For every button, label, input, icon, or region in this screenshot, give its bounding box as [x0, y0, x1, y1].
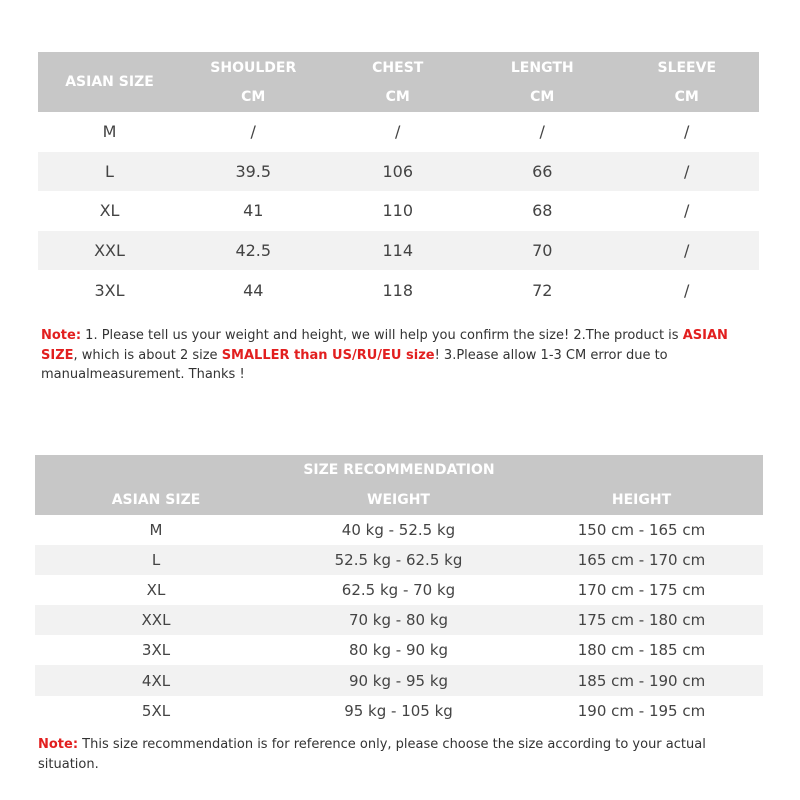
table-row — [38, 231, 759, 271]
size-cell: M — [149, 521, 163, 540]
sleeve-cell: / — [615, 152, 760, 192]
height-cell: 165 cm - 170 cm — [520, 545, 763, 575]
height-cell: 175 cm - 180 cm — [520, 605, 763, 635]
size-cell: M — [102, 122, 117, 142]
header-label: SLEEVE — [657, 59, 717, 76]
sleeve-cell: / — [615, 231, 760, 271]
header-unit: CM — [385, 88, 410, 105]
header-unit: CM — [241, 88, 266, 105]
weight-cell: 80 kg - 90 kg — [348, 641, 449, 660]
note-text: 1. Please tell us your weight and height, we will help you confirm the size! 2.The product is — [81, 328, 683, 343]
table-row — [38, 191, 759, 231]
shoulder-cell: 42.5 — [181, 231, 326, 271]
table-row — [35, 605, 763, 635]
size-cell: L — [38, 152, 181, 192]
header-unit: CM — [530, 88, 555, 105]
size-recommendation-table — [35, 455, 763, 726]
chest-cell: 118 — [382, 280, 414, 300]
table-row — [35, 696, 763, 726]
measurement-header-row — [38, 52, 759, 112]
recommendation-title: SIZE RECOMMENDATION — [35, 455, 763, 485]
header-unit: CM — [674, 88, 699, 105]
header-weight: WEIGHT — [277, 485, 520, 515]
shoulder-cell: 41 — [243, 201, 264, 221]
size-cell: L — [35, 545, 277, 575]
size-cell: 5XL — [141, 701, 171, 720]
height-cell: 180 cm - 185 cm — [577, 641, 706, 660]
note-text: , which is about 2 size — [73, 347, 222, 363]
height-cell: 185 cm - 190 cm — [520, 665, 763, 695]
size-cell: XXL — [35, 605, 277, 635]
note-text: This size recommendation is for reference only, please choose the size according to your actual situation. — [38, 737, 706, 772]
header-label: LENGTH — [510, 59, 574, 76]
table-row — [35, 545, 763, 575]
size-cell: XL — [146, 581, 166, 600]
chest-cell: 106 — [326, 152, 471, 192]
header-height: HEIGHT — [520, 485, 763, 515]
size-cell: XXL — [38, 231, 181, 271]
table-row — [38, 270, 759, 310]
length-cell: 68 — [532, 201, 553, 221]
height-cell: 190 cm - 195 cm — [577, 701, 706, 720]
header-shoulder — [181, 52, 326, 112]
size-cell: 3XL — [94, 280, 125, 300]
weight-cell: 62.5 kg - 70 kg — [341, 581, 456, 600]
header-label: SHOULDER — [210, 59, 297, 76]
note-label: Note: — [41, 328, 82, 343]
header-sleeve — [615, 52, 760, 112]
table-row — [38, 152, 759, 192]
weight-cell: 52.5 kg - 62.5 kg — [277, 545, 520, 575]
chest-cell: / — [395, 122, 401, 142]
recommendation-header-row — [35, 485, 763, 515]
asian-size-highlight: ASIAN SIZE — [41, 328, 728, 363]
header-asian-size: ASIAN SIZE — [35, 485, 277, 515]
recommendation-title-row — [35, 455, 763, 485]
note-text: ! 3.Please allow 1-3 CM error due to manualmeasurement. Thanks ! — [41, 347, 668, 382]
weight-cell: 95 kg - 105 kg — [344, 701, 453, 720]
length-cell: 72 — [532, 280, 553, 300]
header-asian-size — [38, 52, 181, 112]
weight-cell: 70 kg - 80 kg — [277, 605, 520, 635]
height-cell: 150 cm - 165 cm — [577, 521, 706, 540]
size-cell: 4XL — [35, 665, 277, 695]
chest-cell: 114 — [326, 231, 471, 271]
length-cell: / — [539, 122, 545, 142]
sleeve-cell: / — [684, 201, 690, 221]
sleeve-cell: / — [684, 280, 690, 300]
chest-cell: 110 — [382, 201, 414, 221]
size-note — [41, 326, 761, 385]
length-cell: 66 — [470, 152, 615, 192]
table-row — [35, 665, 763, 695]
weight-cell: 90 kg - 95 kg — [277, 665, 520, 695]
table-row — [35, 635, 763, 665]
note-label: Note: — [38, 737, 79, 752]
header-label: CHEST — [372, 59, 424, 76]
size-measurement-table — [38, 52, 759, 310]
shoulder-cell: 39.5 — [181, 152, 326, 192]
length-cell: 70 — [470, 231, 615, 271]
header-chest — [326, 52, 471, 112]
sleeve-cell: / — [684, 122, 690, 142]
size-cell: 3XL — [141, 641, 171, 660]
shoulder-cell: / — [250, 122, 256, 142]
height-cell: 170 cm - 175 cm — [577, 581, 706, 600]
table-row — [35, 515, 763, 545]
table-row — [38, 112, 759, 152]
table-row — [35, 575, 763, 605]
smaller-size-highlight: SMALLER than US/RU/EU size — [221, 347, 435, 363]
size-cell: XL — [99, 201, 120, 221]
header-length — [470, 52, 615, 112]
header-label: ASIAN SIZE — [65, 74, 154, 90]
recommendation-note — [38, 735, 758, 774]
shoulder-cell: 44 — [243, 280, 264, 300]
weight-cell: 40 kg - 52.5 kg — [341, 521, 456, 540]
